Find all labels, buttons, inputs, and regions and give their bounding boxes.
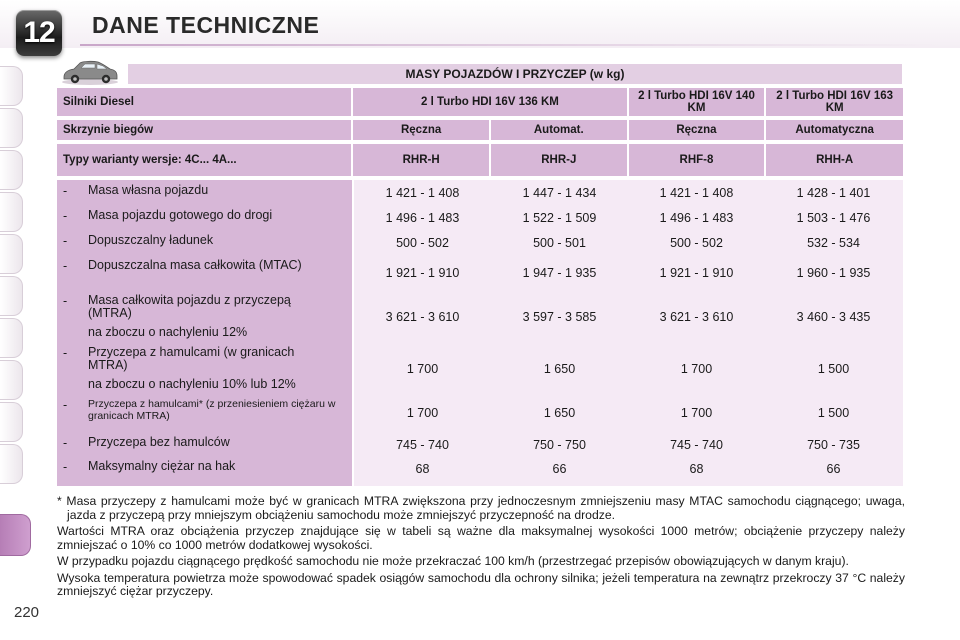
chapter-tab[interactable]	[0, 150, 23, 190]
table-cell: 1 700	[680, 362, 713, 376]
gearbox-header-row	[57, 120, 903, 140]
table-row	[57, 184, 903, 202]
table-row	[57, 234, 903, 252]
chapter-tab[interactable]	[0, 444, 23, 484]
note-paragraph: W przypadku pojazdu ciągnącego prędkość samochodu nie może przekraczać 100 km/h (przestrzegać przepisów obowiązujących w danym kraju).	[57, 554, 849, 568]
row-dash: -	[63, 346, 68, 360]
header-label: Silniki Diesel	[57, 88, 351, 116]
row-label	[57, 346, 352, 392]
note-paragraph: Wartości MTRA oraz obciążenia przyczep znajdujące się w tabeli są ważne dla maksymalnej wysokości 1000 metrów; obciążenie przyczepy należy zmniejszać o 10% co 1000 metrów dodatkowej wysokości.	[57, 524, 905, 552]
row-dash: -	[63, 184, 68, 198]
row-sublabel: na zboczu o nachyleniu 12%	[88, 325, 248, 339]
row-dash: -	[63, 234, 68, 248]
section-title: MASY POJAZDÓW I PRZYCZEP (w kg)	[128, 64, 902, 84]
row-label-text: Maksymalny ciężar na hak	[88, 459, 236, 473]
table-cell: 1 700	[680, 406, 713, 420]
header-cell: RHF-8	[629, 144, 765, 176]
row-label	[57, 294, 352, 340]
chapter-badge	[16, 10, 62, 56]
footnote: * Masa przyczepy z hamulcami może być w granicach MTRA zwiększona przy jednoczesnym zmniejszeniu masy MTAC samochodu ciągnącego; uwaga, jazda z przyczepą przy mniejszym obciążeniu samochodu może zmniejszyć przyczepność na drodze.	[57, 494, 905, 522]
row-dash: -	[63, 398, 68, 412]
table-cell: 66	[552, 462, 567, 476]
row-label	[57, 184, 352, 202]
table-cell: 750 - 735	[807, 438, 860, 452]
row-label	[57, 234, 352, 252]
table-cell: 1 421 - 1 408	[385, 186, 460, 200]
table-row	[57, 436, 903, 454]
header-cell: Automat.	[491, 120, 627, 140]
table-cell: 68	[415, 462, 430, 476]
table-cell: 1 500	[817, 362, 850, 376]
table-cell: 1 496 - 1 483	[659, 211, 734, 225]
chapter-tab-active[interactable]	[0, 514, 31, 556]
row-label-text: Dopuszczalny ładunek	[88, 233, 214, 247]
row-dash: -	[63, 259, 68, 273]
page-number: 220	[14, 604, 40, 621]
header-label: Typy warianty wersje: 4C... 4A...	[57, 144, 351, 176]
header-label: Skrzynie biegów	[57, 120, 351, 140]
row-label-text: Dopuszczalna masa całkowita (MTAC)	[88, 258, 302, 272]
table-cell: 1 921 - 1 910	[659, 266, 734, 280]
header-cell: RHR-H	[353, 144, 489, 176]
header-cell: 2 l Turbo HDI 16V 163 KM	[766, 88, 903, 116]
engine-header-row	[57, 88, 903, 116]
table-cell: 1 522 - 1 509	[522, 211, 597, 225]
row-label	[57, 209, 352, 227]
table-cell: 1 500	[817, 406, 850, 420]
notes	[57, 495, 905, 602]
chapter-tab[interactable]	[0, 66, 23, 106]
chapter-tab[interactable]	[0, 192, 23, 232]
table-cell: 745 - 740	[396, 438, 449, 452]
table-cell: 1 700	[406, 406, 439, 420]
chapter-tab[interactable]	[0, 360, 23, 400]
table-row	[57, 259, 903, 287]
car-icon	[60, 58, 120, 86]
table-cell: 532 - 534	[807, 236, 860, 250]
row-label	[57, 259, 352, 287]
row-label-text: Przyczepa z hamulcami (w granicach MTRA)	[88, 345, 295, 372]
chapter-tab[interactable]	[0, 108, 23, 148]
table-cell: 500 - 502	[670, 236, 723, 250]
table-cell: 1 650	[543, 362, 576, 376]
row-dash: -	[63, 460, 68, 474]
chapter-tab[interactable]	[0, 402, 23, 442]
type-header-row	[57, 144, 903, 176]
chapter-tab[interactable]	[0, 318, 23, 358]
row-label	[57, 436, 352, 454]
header-cell: RHH-A	[766, 144, 903, 176]
note-paragraph: Wysoka temperatura powietrza może spowodować spadek osiągów samochodu dla ochrony silnika; jeżeli temperatura na zewnątrz przekroczy 37 °C należy zmniejszyć ciężar przyczepy.	[57, 570, 905, 598]
table-cell: 1 960 - 1 935	[796, 266, 871, 280]
table-row	[57, 460, 903, 478]
chapter-tab[interactable]	[0, 234, 23, 274]
table-cell: 3 597 - 3 585	[522, 310, 597, 324]
row-label-text: Masa pojazdu gotowego do drogi	[88, 208, 273, 222]
table-row	[57, 398, 903, 428]
header-cell: 2 l Turbo HDI 16V 140 KM	[629, 88, 765, 116]
table-cell: 68	[689, 462, 704, 476]
table-cell: 500 - 501	[533, 236, 586, 250]
row-label-text: Przyczepa z hamulcami* (z przeniesieniem ciężaru w granicach MTRA)	[88, 398, 336, 422]
table-row	[57, 294, 903, 340]
table-cell: 1 650	[543, 406, 576, 420]
row-dash: -	[63, 294, 68, 308]
table-cell: 3 621 - 3 610	[659, 310, 734, 324]
table-cell: 1 496 - 1 483	[385, 211, 460, 225]
header-cell: 2 l Turbo HDI 16V 136 KM	[353, 88, 626, 116]
row-sublabel: na zboczu o nachyleniu 10% lub 12%	[88, 377, 296, 391]
row-dash: -	[63, 209, 68, 223]
row-dash: -	[63, 436, 68, 450]
table-cell: 1 921 - 1 910	[385, 266, 460, 280]
row-label-text: Przyczepa bez hamulców	[88, 435, 230, 449]
header-cell: Automatyczna	[766, 120, 903, 140]
table-row	[57, 209, 903, 227]
table-cell: 1 421 - 1 408	[659, 186, 734, 200]
table-cell: 745 - 740	[670, 438, 723, 452]
table-cell: 1 447 - 1 434	[522, 186, 597, 200]
header-cell: RHR-J	[491, 144, 627, 176]
table-cell: 500 - 502	[396, 236, 449, 250]
chapter-tab[interactable]	[0, 276, 23, 316]
table-cell: 1 947 - 1 935	[522, 266, 597, 280]
header-rule	[80, 44, 940, 46]
row-label-text: Masa własna pojazdu	[88, 183, 209, 197]
row-label	[57, 460, 352, 478]
table-cell: 3 460 - 3 435	[796, 310, 871, 324]
row-label	[57, 398, 352, 428]
header-cell: Ręczna	[353, 120, 489, 140]
table-cell: 750 - 750	[533, 438, 586, 452]
page-title: DANE TECHNICZNE	[92, 12, 320, 38]
header-cell: Ręczna	[629, 120, 765, 140]
table-row	[57, 346, 903, 392]
table-cell: 1 700	[406, 362, 439, 376]
table-cell: 3 621 - 3 610	[385, 310, 460, 324]
row-label-text: Masa całkowita pojazdu z przyczepą (MTRA)	[88, 293, 291, 320]
table-cell: 1 428 - 1 401	[796, 186, 871, 200]
table-cell: 66	[826, 462, 841, 476]
chapter-number: 12	[23, 16, 55, 49]
table-cell: 1 503 - 1 476	[796, 211, 871, 225]
